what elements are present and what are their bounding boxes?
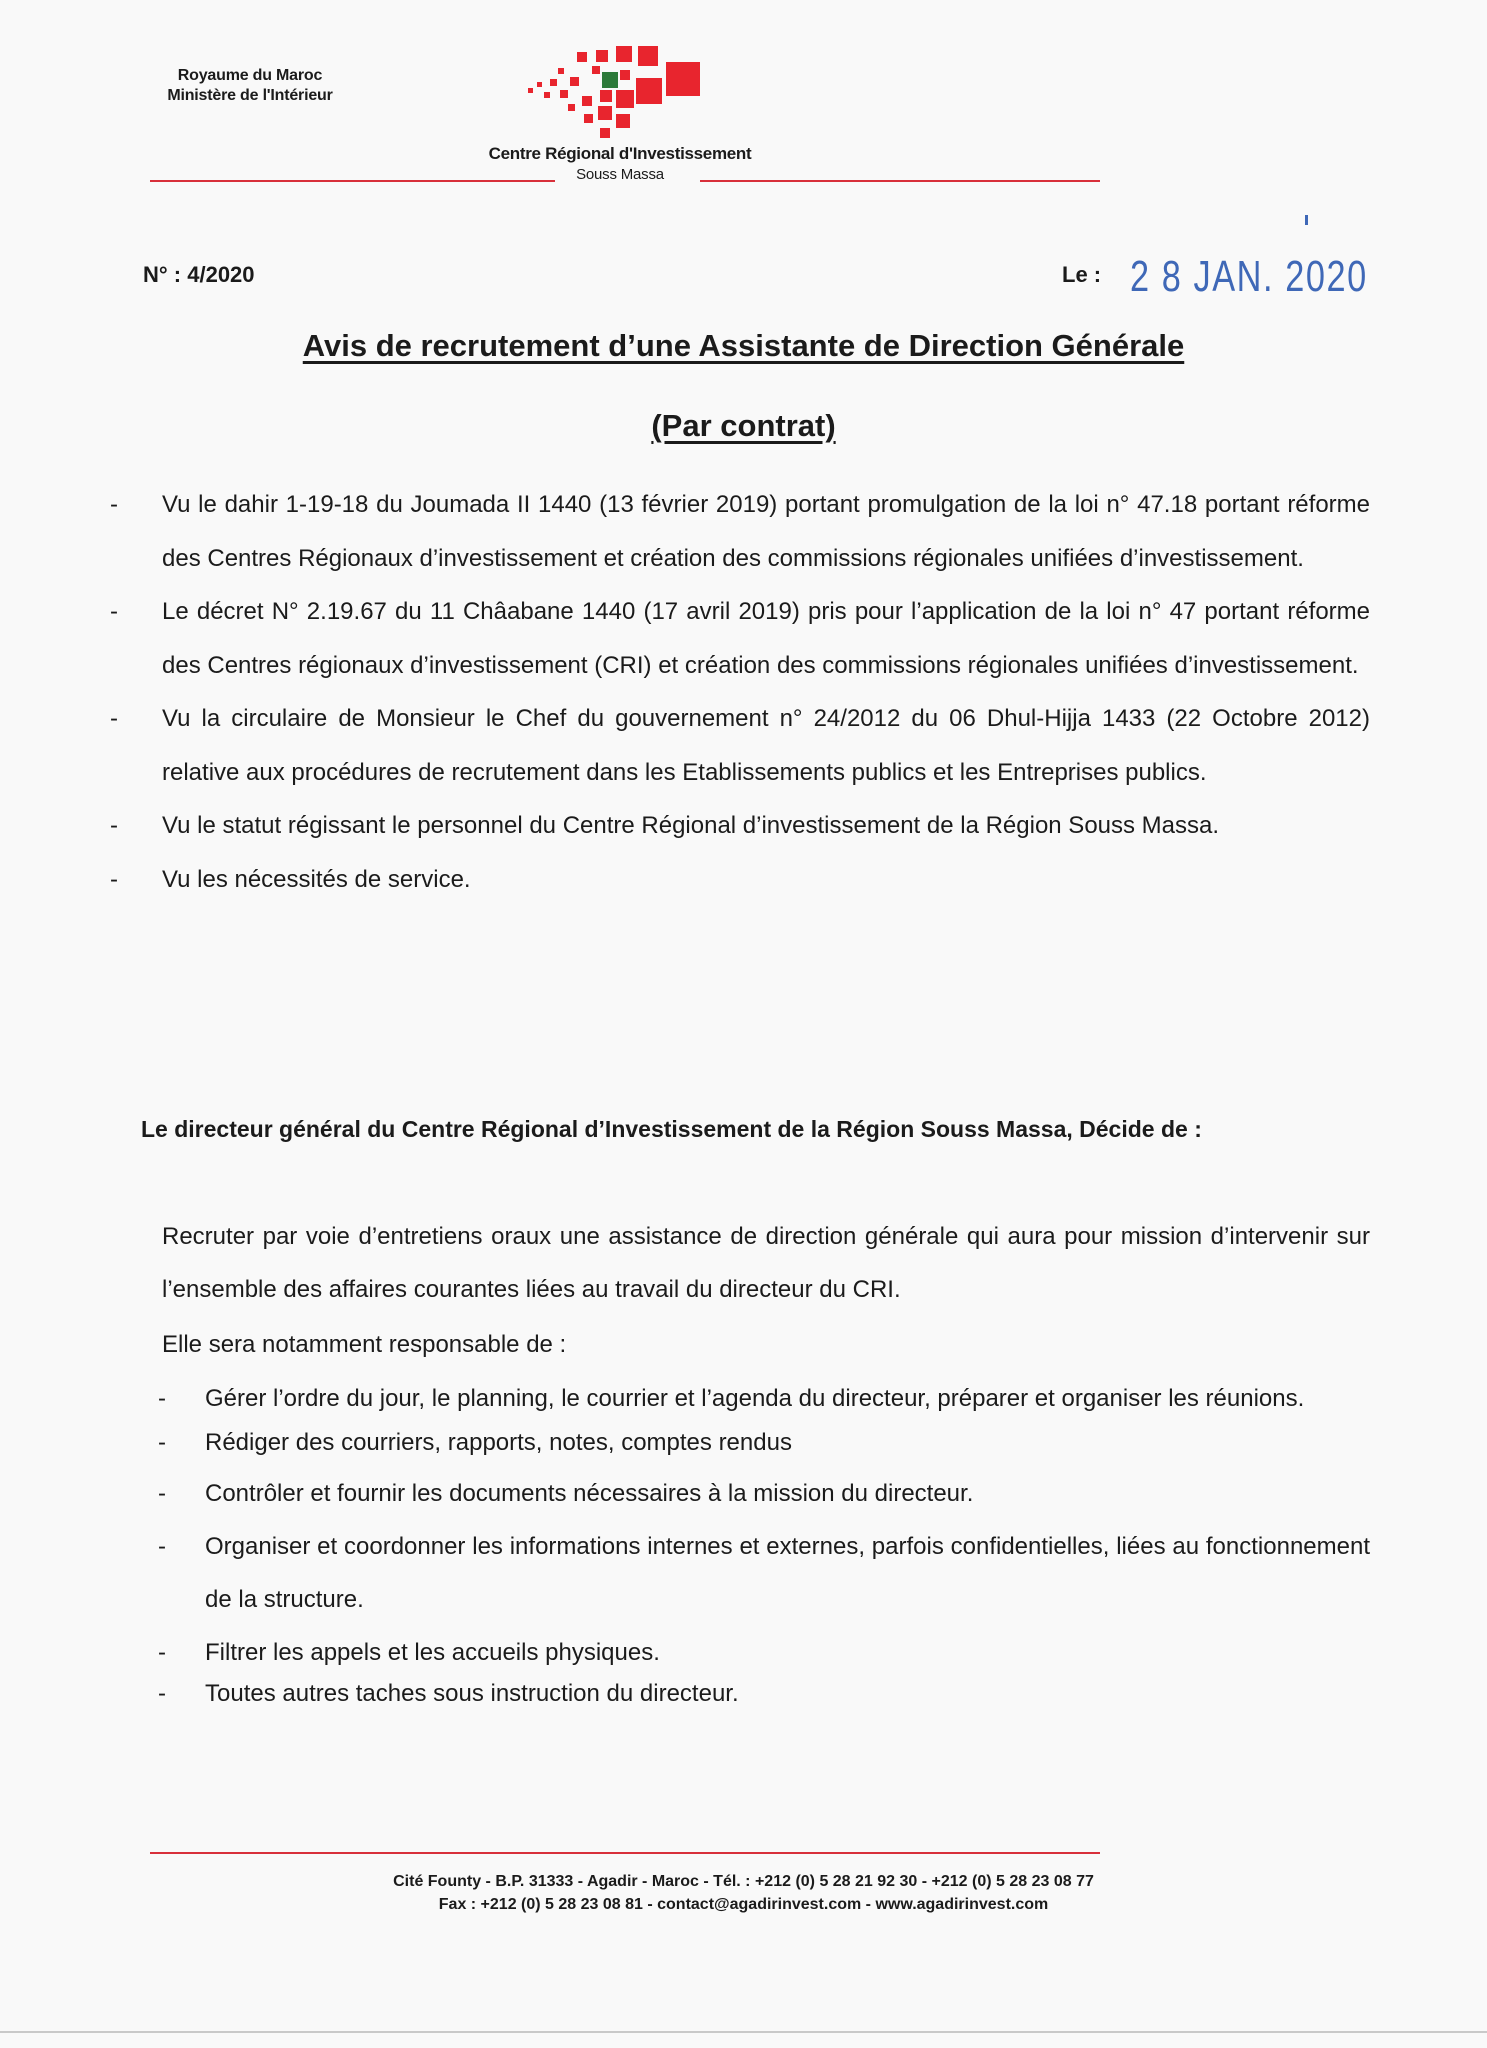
bullet-dash: - xyxy=(110,812,118,839)
ministry-label: Ministère de l'Intérieur xyxy=(167,87,333,104)
responsibility-item xyxy=(158,1679,1370,1709)
bullet-dash: - xyxy=(110,491,118,518)
responsibilities-intro: Elle sera notamment responsable de : xyxy=(162,1331,567,1358)
bullet-dash: - xyxy=(158,1480,166,1507)
footer-rule xyxy=(150,1852,1100,1854)
kingdom-label: Royaume du Maroc xyxy=(177,67,323,84)
consideration-item xyxy=(110,585,1370,692)
date-label: Le : xyxy=(1062,262,1102,287)
responsibility-text: Gérer l’ordre du jour, le planning, le courrier et l’agenda du directeur, préparer et organiser les réunions. xyxy=(205,1385,1305,1412)
header-authority xyxy=(150,66,350,106)
notice-subtitle: (Par contrat) xyxy=(651,408,836,443)
consideration-text: Vu le dahir 1-19-18 du Joumada II 1440 (13 février 2019) portant promulgation de la loi n° 47.18 portant réforme des Centres Régionaux d’investissement et création des commissions régionales unifiées d’investissement. xyxy=(162,491,1370,572)
bullet-dash: - xyxy=(110,598,118,625)
responsibility-item xyxy=(158,1520,1370,1626)
consideration-item xyxy=(110,799,1370,853)
stamp-mark xyxy=(1305,215,1308,225)
org-name: Centre Régional d'Investissement xyxy=(488,144,752,163)
consideration-item xyxy=(110,692,1370,799)
responsibility-text: Filtrer les appels et les accueils physiques. xyxy=(205,1639,660,1666)
consideration-item xyxy=(110,478,1370,585)
footer-contact: Fax : +212 (0) 5 28 23 08 81 - contact@agadirinvest.com - www.agadirinvest.com xyxy=(438,1896,1049,1913)
consideration-item xyxy=(110,853,1370,907)
notice-title: Avis de recrutement d’une Assistante de Direction Générale xyxy=(302,328,1185,363)
responsibility-text: Organiser et coordonner les informations internes et externes, parfois confidentielles, liées au fonctionnement de la structure. xyxy=(205,1533,1370,1613)
bullet-dash: - xyxy=(110,705,118,732)
scan-edge-line xyxy=(0,2031,1487,2033)
decision-statement: Le directeur général du Centre Régional d’Investissement de la Région Souss Massa, Décide de : xyxy=(141,1116,1202,1142)
responsibility-item xyxy=(158,1467,1370,1520)
responsibility-item xyxy=(158,1423,1370,1463)
responsibilities-list xyxy=(158,1379,1370,1709)
consideration-text: Vu le statut régissant le personnel du Centre Régional d’investissement de la Région Souss Massa. xyxy=(162,812,1220,839)
bullet-dash: - xyxy=(158,1639,166,1666)
footer-address: Cité Founty - B.P. 31333 - Agadir - Maroc - Tél. : +212 (0) 5 28 21 92 30 - +212 (0) 5 28 23 08 77 xyxy=(393,1873,1094,1890)
consideration-text: Vu la circulaire de Monsieur le Chef du gouvernement n° 24/2012 du 06 Dhul-Hijja 1433 (22 Octobre 2012) relative aux procédures de recrutement dans les Etablissements publics et les Entreprises publics. xyxy=(162,705,1370,786)
org-region: Souss Massa xyxy=(576,166,664,183)
consideration-text: Vu les nécessités de service. xyxy=(162,865,471,893)
responsibility-text: Rédiger des courriers, rapports, notes, comptes rendus xyxy=(205,1429,792,1456)
header-rule-left xyxy=(150,180,555,182)
bullet-dash: - xyxy=(158,1385,166,1412)
responsibility-item xyxy=(158,1626,1370,1679)
consideration-text: Le décret N° 2.19.67 du 11 Châabane 1440 (17 avril 2019) pris pour l’application de la loi n° 47 portant réforme des Centres régionaux d’investissement (CRI) et création des commissions régionales unifiées d’investissement. xyxy=(162,598,1370,679)
bullet-dash: - xyxy=(158,1533,166,1560)
header-rule-right xyxy=(700,180,1100,182)
responsibility-text: Toutes autres taches sous instruction du directeur. xyxy=(205,1680,739,1707)
bullet-dash: - xyxy=(158,1429,166,1456)
bullet-dash: - xyxy=(110,865,118,893)
bullet-dash: - xyxy=(158,1680,166,1707)
cri-logo xyxy=(520,44,732,144)
mission-paragraph: Recruter par voie d’entretiens oraux une assistance de direction générale qui aura pour mission d’intervenir sur l’ensemble des affaires courantes liées au travail du directeur du CRI. xyxy=(162,1223,1370,1303)
responsibility-text: Contrôler et fournir les documents nécessaires à la mission du directeur. xyxy=(205,1480,974,1507)
considerations-list xyxy=(110,478,1370,906)
responsibility-item xyxy=(158,1379,1370,1419)
date-stamp: 2 8 JAN. 2020 xyxy=(1130,252,1368,301)
reference-number: N° : 4/2020 xyxy=(143,262,255,287)
